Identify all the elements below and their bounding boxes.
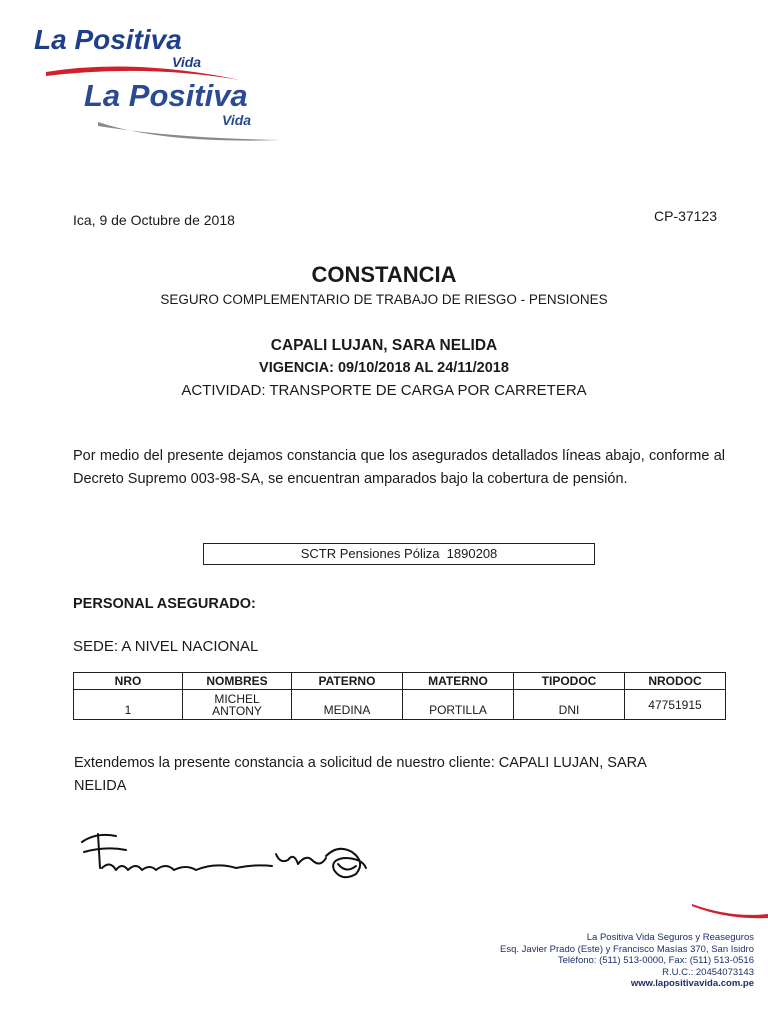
coverage-period: VIGENCIA: 09/10/2018 AL 24/11/2018 [259, 360, 509, 376]
insured-table [73, 672, 726, 720]
cell-nombres-line1: MICHEL [214, 691, 260, 706]
document-title: CONSTANCIA [311, 262, 457, 287]
personal-heading: PERSONAL ASEGURADO: [73, 596, 256, 612]
company-footer [500, 932, 754, 990]
sede-label: SEDE: A NIVEL NACIONAL [73, 638, 259, 655]
footer-website[interactable]: www.lapositivavida.com.pe [630, 978, 754, 989]
footer-ruc: R.U.C.: 20454073143 [662, 966, 754, 978]
logo-swoosh [94, 116, 284, 146]
policy-number: SCTR Pensiones Póliza 1890208 [300, 546, 498, 561]
cell-paterno: MEDINA [292, 690, 403, 720]
policy-box [203, 543, 595, 565]
cell-nombres-line2: ANTONY [212, 703, 262, 718]
place-date: Ica, 9 de Octubre de 2018 [73, 212, 235, 228]
logo-title: La Positiva [34, 24, 182, 55]
cell-nro: 1 [74, 690, 183, 720]
logo-subtitle: Vida [172, 54, 202, 70]
cell-tipodoc: DNI [514, 690, 625, 720]
document-subtitle: SEGURO COMPLEMENTARIO DE TRABAJO DE RIESGO - PENSIONES [160, 292, 608, 307]
header-materno: MATERNO [403, 673, 514, 690]
table-row [74, 690, 726, 720]
footer-company: La Positiva Vida Seguros y Reaseguros [586, 932, 754, 943]
logo-subtitle: Vida [222, 112, 252, 128]
intro-paragraph: Por medio del presente dejamos constancia que los asegurados detallados líneas abajo, conforme al Decreto Supremo 003-98-SA, se encuentran amparados bajo la cobertura de pensión. [73, 448, 725, 487]
company-logo-primary [34, 24, 234, 84]
footer-address: Esq. Javier Prado (Este) y Francisco Masías 370, San Isidro [500, 943, 754, 955]
document-code: CP-37123 [654, 208, 718, 224]
logo-title: La Positiva [84, 78, 248, 113]
header-nro: NRO [74, 673, 183, 690]
cell-nrodoc: 47751915 [625, 690, 726, 720]
header-nrodoc: NRODOC [625, 673, 726, 690]
cell-materno: PORTILLA [403, 690, 514, 720]
header-tipodoc: TIPODOC [514, 673, 625, 690]
table-header-row [74, 673, 726, 690]
handwritten-signature [76, 824, 386, 894]
activity: ACTIVIDAD: TRANSPORTE DE CARGA POR CARRETERA [181, 382, 587, 399]
closing-paragraph: Extendemos la presente constancia a solicitud de nuestro cliente: CAPALI LUJAN, SARA NELIDA [74, 755, 646, 794]
footer-phone: Teléfono: (511) 513-0000, Fax: (511) 513-0516 [557, 955, 754, 966]
header-paterno: PATERNO [292, 673, 403, 690]
header-nombres: NOMBRES [183, 673, 292, 690]
client-name: CAPALI LUJAN, SARA NELIDA [270, 337, 498, 354]
cell-nombres [183, 690, 292, 720]
company-logo-secondary [84, 78, 284, 152]
footer-swoosh [690, 900, 768, 922]
